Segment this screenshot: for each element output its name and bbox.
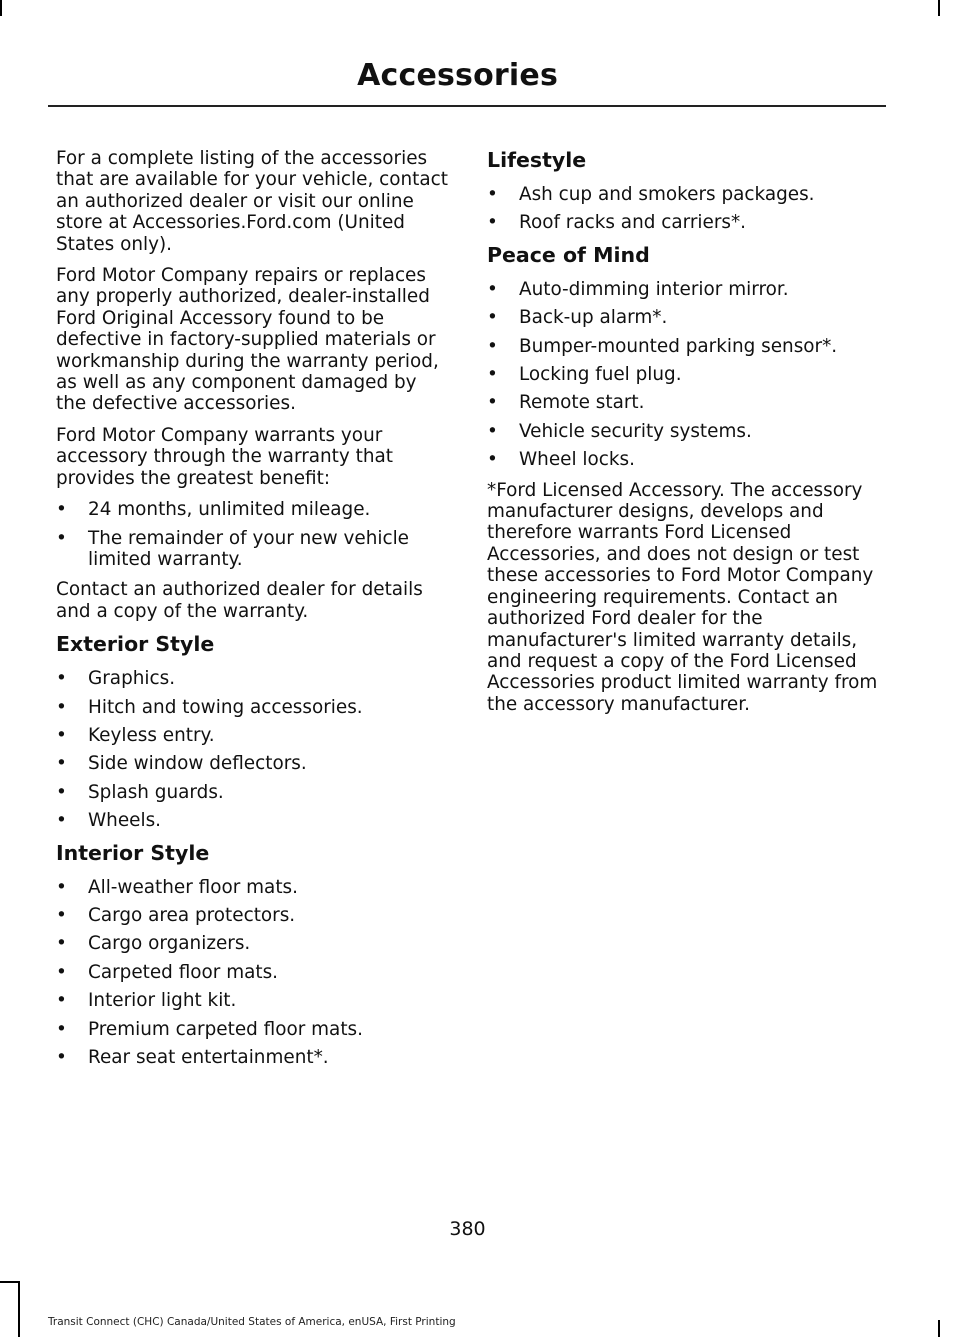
bullet: • [56,933,67,955]
bullet: • [487,307,498,329]
list-item-text: 24 months, unlimited mileage. [88,499,371,521]
list-item [56,668,448,689]
bullet: • [56,724,67,746]
list-item-text: Hitch and towing accessories. [88,696,363,718]
bullet: • [56,499,67,521]
bullet: • [487,420,498,442]
repair-paragraph: Ford Motor Company repairs or replaces any properly authorized, dealer-installed Ford Original Accessory found to be defective in factory-supplied materials or workmanship during the warranty period, as well as any component damaged by the defective accessories. [56,265,439,415]
list-item-text: The remainder of your new vehicle limited warranty. [88,527,409,570]
list-item [56,877,448,898]
intro-paragraph: For a complete listing of the accessories that are available for your vehicle, contact an authorized dealer or visit our online store at Accessories.Ford.com (United States only). [56,148,448,255]
list-item-text: Back-up alarm*. [519,307,668,329]
page-number: 380 [449,1218,486,1240]
list-item-text: Cargo organizers. [88,933,251,955]
list-item-text: Interior light kit. [88,990,237,1012]
list-item [56,933,448,954]
list-item-text: All-weather floor mats. [88,876,298,898]
bullet: • [56,1018,67,1040]
list-item [56,753,448,774]
lifestyle-list [487,184,881,234]
list-item [56,1019,448,1040]
list-item-text: Side window deflectors. [88,753,307,775]
contact-paragraph: Contact an authorized dealer for details and a copy of the warranty. [56,579,423,622]
list-item-text: Carpeted floor mats. [88,961,279,983]
bullet: • [487,184,498,205]
header-divider [48,105,886,107]
list-item [56,962,448,983]
list-item-text: Wheels. [88,810,162,832]
list-item [56,905,448,926]
list-item [56,725,448,746]
warranty-list [56,499,448,570]
list-item-text: Rear seat entertainment*. [88,1047,329,1068]
list-item-text: Roof racks and carriers*. [519,212,747,234]
list-item-text: Premium carpeted floor mats. [88,1018,363,1040]
bullet: • [56,961,67,983]
list-item-text: Keyless entry. [88,724,215,746]
bullet: • [56,668,67,690]
bullet: • [487,212,498,234]
section-heading-interior: Interior Style [56,840,210,865]
crop-mark-top-left [0,0,2,16]
crop-mark-bottom-left-v [18,1281,20,1337]
list-item-text: Ash cup and smokers packages. [519,184,815,205]
list-item-text: Locking fuel plug. [519,364,682,386]
list-item [487,364,881,385]
crop-mark-bottom-left [0,1281,20,1283]
interior-list [56,877,448,1069]
crop-mark-bottom-right [938,1320,940,1337]
list-item-text: Graphics. [88,668,176,690]
bullet: • [56,904,67,926]
licensed-accessory-note: *Ford Licensed Accessory. The accessory manufacturer designs, develops and therefore warrants Ford Licensed Accessories, and does not design or test these accessories to Ford Motor Company engineering requirements. Contact an authorized Ford dealer for the manufacturer's limited warranty details, and request a copy of the Ford Licensed Accessories product limited warranty from the accessory manufacturer. [487,479,878,715]
bullet: • [487,449,498,471]
bullet: • [56,527,67,549]
list-item [56,810,448,831]
bullet: • [56,876,67,898]
list-item [56,782,448,803]
section-heading-exterior: Exterior Style [56,632,215,657]
section-heading-lifestyle: Lifestyle [487,148,587,172]
list-item [56,990,448,1011]
list-item-text: Splash guards. [88,781,224,803]
list-item [487,336,881,357]
list-item [487,421,881,442]
bullet: • [487,364,498,386]
right-column [487,148,881,725]
bullet: • [56,1047,67,1068]
list-item-text: Bumper-mounted parking sensor*. [519,335,838,357]
list-item-text: Auto-dimming interior mirror. [519,278,789,300]
list-item-text: Vehicle security systems. [519,420,752,442]
bullet: • [56,990,67,1012]
list-item [56,1047,448,1068]
list-item [487,449,881,470]
peace-of-mind-list [487,279,881,471]
bullet: • [487,392,498,414]
list-item [487,307,881,328]
list-item [56,528,448,571]
list-item-text: Cargo area protectors. [88,904,296,926]
list-item-text: Wheel locks. [519,449,635,471]
bullet: • [487,335,498,357]
left-column [56,148,448,1077]
bullet: • [56,696,67,718]
footer-text: Transit Connect (CHC) Canada/United States of America, enUSA, First Printing [48,1316,456,1328]
list-item-text: Remote start. [519,392,645,414]
page-title: Accessories [357,58,558,93]
bullet: • [56,810,67,832]
bullet: • [56,753,67,775]
list-item [56,697,448,718]
list-item [487,184,881,205]
list-item [487,212,881,233]
bullet: • [487,278,498,300]
exterior-list [56,668,448,831]
list-item [56,499,448,520]
section-heading-peace-of-mind: Peace of Mind [487,242,650,267]
warranty-paragraph: Ford Motor Company warrants your accessory through the warranty that provides the greatest benefit: [56,424,393,489]
list-item [487,279,881,300]
bullet: • [56,781,67,803]
list-item [487,392,881,413]
crop-mark-top-right [938,0,940,16]
